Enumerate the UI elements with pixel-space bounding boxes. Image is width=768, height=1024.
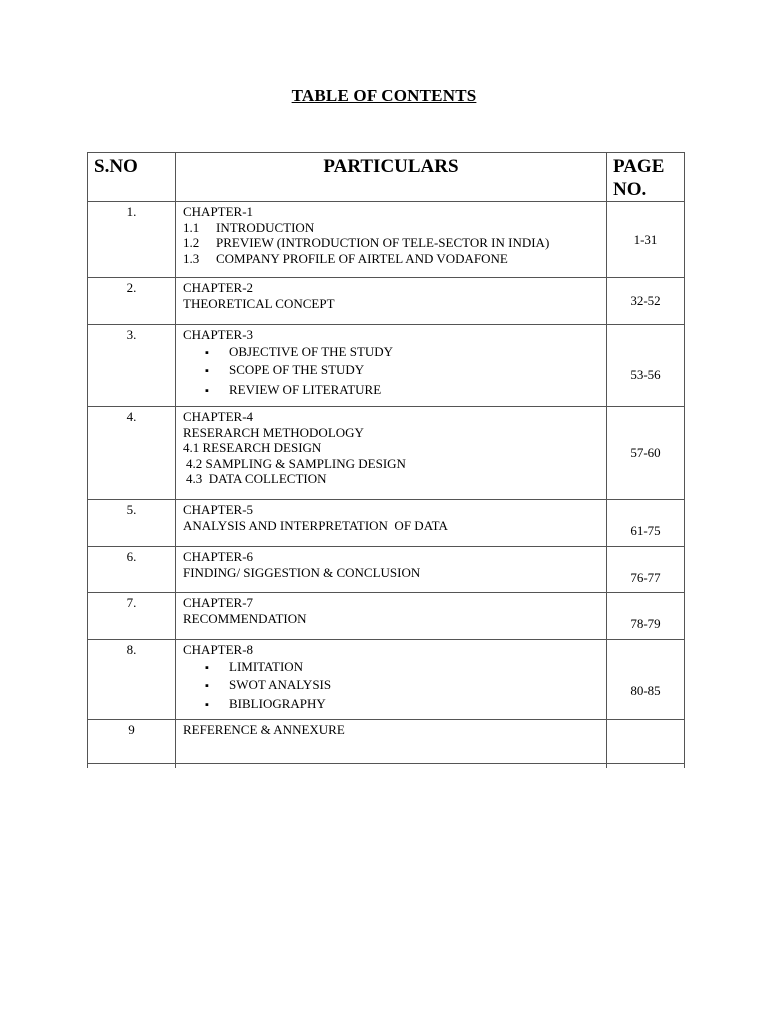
bullet-item: ▪ REVIEW OF LITERATURE (183, 382, 602, 400)
bullet-item: ▪ SCOPE OF THE STUDY (183, 362, 602, 380)
chapter-title: THEORETICAL CONCEPT (183, 295, 335, 311)
row-sno: 8. (88, 640, 176, 720)
row-sno: 3. (88, 325, 176, 407)
section-text: COMPANY PROFILE OF AIRTEL AND VODAFONE (216, 250, 508, 266)
row-page: 76-77 (607, 547, 685, 593)
table-row (88, 547, 685, 593)
section-number: 1.2 (183, 235, 200, 250)
row-particulars (176, 278, 607, 325)
row-page: 53-56 (607, 325, 685, 407)
row-particulars (176, 593, 607, 640)
chapter-label: CHAPTER-6 (183, 549, 254, 564)
chapter-label: CHAPTER-3 (183, 327, 254, 342)
chapter-title: ANALYSIS AND INTERPRETATION OF DATA (183, 517, 448, 533)
section-number: 1.1 (183, 219, 200, 235)
chapter-label: CHAPTER-5 (183, 502, 254, 517)
row-particulars (176, 640, 607, 720)
section-text: PREVIEW (INTRODUCTION OF TELE-SECTOR IN INDIA) (216, 235, 550, 250)
row-page: 80-85 (607, 640, 685, 720)
bullet-item: ▪ BIBLIOGRAPHY (183, 696, 602, 714)
section-number: 1.3 (183, 250, 200, 266)
chapter-label: CHAPTER-8 (183, 642, 254, 657)
section-line (183, 235, 602, 251)
row-page: 78-79 (607, 593, 685, 640)
section-text: INTRODUCTION (216, 219, 315, 235)
chapter-label: CHAPTER-4 (183, 409, 254, 424)
row-particulars (176, 547, 607, 593)
chapter-label: CHAPTER-1 (183, 204, 254, 219)
table-row (88, 407, 685, 500)
row-page: 61-75 (607, 500, 685, 547)
contents-table (87, 152, 685, 768)
row-particulars (176, 407, 607, 500)
row-page (607, 720, 685, 768)
table-row (88, 202, 685, 278)
table-row (88, 325, 685, 407)
table-row (88, 278, 685, 325)
row-sno: 1. (88, 202, 176, 278)
table-row (88, 500, 685, 547)
sub-line: 4.3 DATA COLLECTION (186, 471, 327, 486)
chapter-title: RECOMMENDATION (183, 610, 307, 626)
table-row (88, 593, 685, 640)
page-header: PAGE NO. (607, 153, 685, 202)
row-particulars (176, 202, 607, 278)
chapter-title: REFERENCE & ANNEXURE (183, 722, 345, 737)
table-row (88, 720, 685, 768)
row-sno: 4. (88, 407, 176, 500)
row-sno: 2. (88, 278, 176, 325)
sub-line: 4.2 SAMPLING & SAMPLING DESIGN (186, 455, 406, 471)
particulars-header: PARTICULARS (176, 153, 607, 202)
row-sno: 9 (88, 720, 176, 768)
row-particulars (176, 325, 607, 407)
section-line (183, 220, 602, 236)
row-sno: 7. (88, 593, 176, 640)
chapter-title: FINDING/ SIGGESTION & CONCLUSION (183, 564, 421, 580)
chapter-label: CHAPTER-2 (183, 280, 254, 295)
row-sno: 6. (88, 547, 176, 593)
document-title: TABLE OF CONTENTS (291, 86, 477, 105)
sub-line: 4.1 RESEARCH DESIGN (183, 440, 322, 455)
table-bottom-rule (87, 763, 685, 764)
row-particulars (176, 500, 607, 547)
row-page: 57-60 (607, 407, 685, 500)
header-row (88, 153, 685, 202)
section-line (183, 251, 602, 267)
row-particulars (176, 720, 607, 768)
row-sno: 5. (88, 500, 176, 547)
chapter-label: CHAPTER-7 (183, 595, 254, 610)
bullet-item: ▪ OBJECTIVE OF THE STUDY (183, 344, 602, 362)
bullet-item: ▪ SWOT ANALYSIS (183, 677, 602, 695)
bullet-item: ▪ LIMITATION (183, 659, 602, 677)
sub-line: RESERARCH METHODOLOGY (183, 424, 364, 440)
row-page: 32-52 (607, 278, 685, 325)
row-page: 1-31 (607, 202, 685, 278)
sno-header: S.NO (88, 153, 176, 202)
table-row (88, 640, 685, 720)
